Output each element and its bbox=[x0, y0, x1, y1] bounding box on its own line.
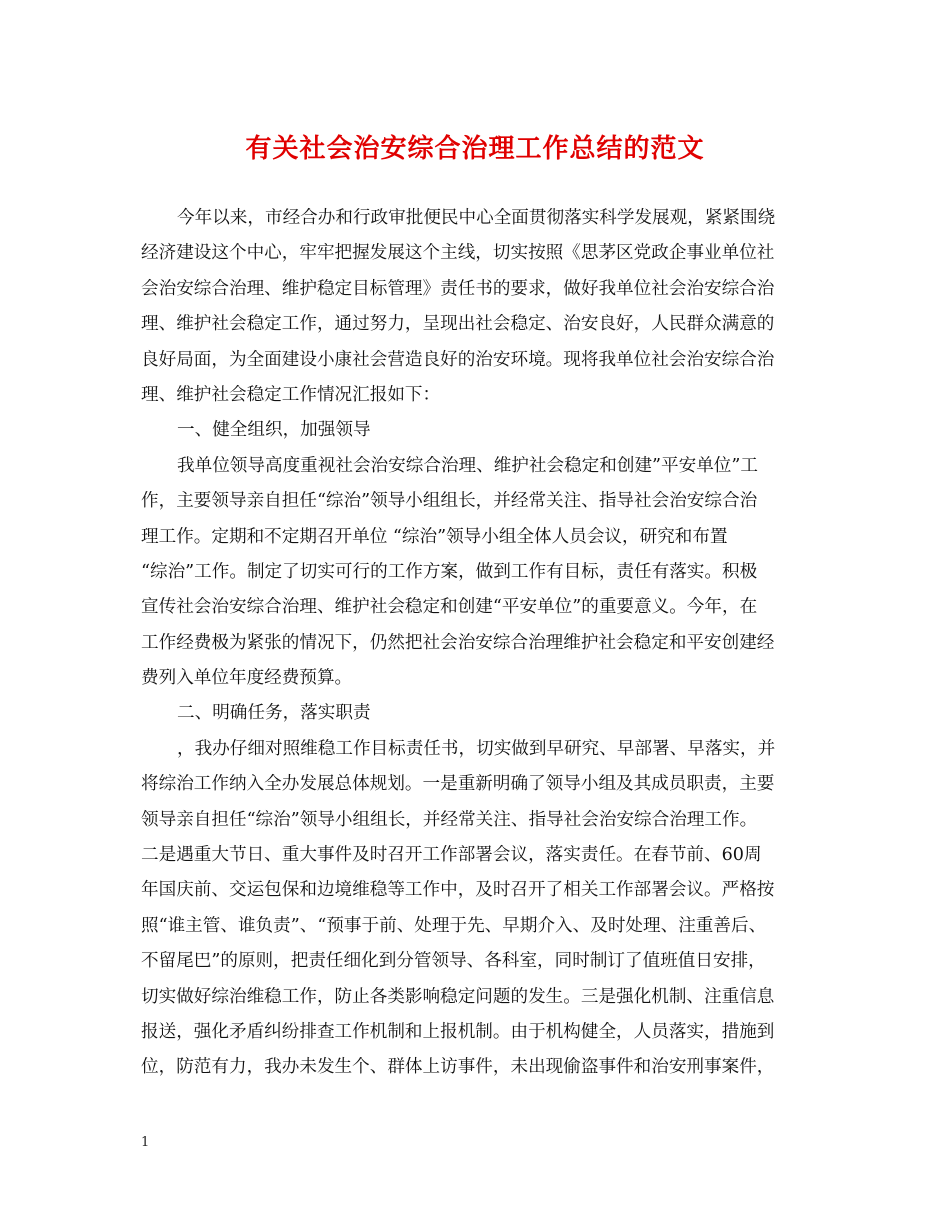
text-line: 理、维护社会稳定工作情况汇报如下： bbox=[141, 384, 441, 405]
text-line: 照“谁主管、谁负责”、“预事于前、处理于先、早期介入、及时处理、注重善后、 bbox=[141, 915, 767, 936]
text-line: 位，防范有力，我办未发生个、群体上访事件，未出现偷盗事件和治安刑事案件， bbox=[141, 1057, 775, 1078]
text-line: 经济建设这个中心，牢牢把握发展这个主线，切实按照《思茅区党政企事业单位社 bbox=[141, 243, 775, 264]
text-line: 费列入单位年度经费预算。 bbox=[141, 668, 353, 689]
text-line: 将综治工作纳入全办发展总体规划。一是重新明确了领导小组及其成员职责，主要 bbox=[141, 774, 775, 795]
text-line: 不留尾巴”的原则，把责任细化到分管领导、各科室，同时制订了值班值日安排， bbox=[141, 951, 766, 972]
text-line: 一、健全组织，加强领导 bbox=[177, 420, 371, 441]
text-line: 宣传社会治安综合治理、维护社会稳定和创建“平安单位”的重要意义。今年，在 bbox=[141, 597, 758, 618]
text-line: 今年以来，市经合办和行政审批便民中心全面贯彻落实科学发展观，紧紧围绕 bbox=[177, 208, 776, 228]
text-line: 年国庆前、交运包保和边境维稳等工作中，及时召开了相关工作部署会议。严格按 bbox=[141, 880, 775, 901]
text-line: 会治安综合治理、维护稳定目标管理》责任书的要求，做好我单位社会治安综合治 bbox=[141, 278, 775, 299]
document-title: 有关社会治安综合治理工作总结的范文 bbox=[245, 134, 705, 164]
text-line: 作，主要领导亲自担任“综治”领导小组组长，并经常关注、指导社会治安综合治 bbox=[141, 491, 758, 512]
text-line: 我单位领导高度重视社会治安综合治理、维护社会稳定和创建”平安单位”工 bbox=[177, 455, 758, 476]
text-line: 报送，强化矛盾纠纷排查工作机制和上报机制。由于机构健全，人员落实，措施到 bbox=[141, 1021, 775, 1042]
text-line: 理、维护社会稳定工作，通过努力，呈现出社会稳定、治安良好，人民群众满意的 bbox=[141, 314, 775, 335]
text-line: 领导亲自担任“综治”领导小组组长，并经常关注、指导社会治安综合治理工作。 bbox=[141, 809, 758, 830]
text-line: 二是遇重大节日、重大事件及时召开工作部署会议，落实责任。在春节前、60周 bbox=[141, 845, 762, 866]
text-line: 理工作。定期和不定期召开单位 “综治”领导小组全体人员会议，研究和布置 bbox=[141, 526, 728, 547]
document-body bbox=[141, 201, 816, 1086]
text-line: ，我办仔细对照维稳工作目标责任书，切实做到早研究、早部署、早落实，并 bbox=[177, 738, 776, 759]
text-line: 二、明确任务，落实职责 bbox=[177, 703, 371, 724]
text-line: 工作经费极为紧张的情况下，仍然把社会治安综合治理维护社会稳定和平安创建经 bbox=[141, 632, 775, 653]
text-line: 切实做好综治维稳工作，防止各类影响稳定问题的发生。三是强化机制、注重信息 bbox=[141, 986, 775, 1007]
text-line: 良好局面，为全面建设小康社会营造良好的治安环境。现将我单位社会治安综合治 bbox=[141, 349, 775, 370]
page-number: 1 bbox=[141, 1135, 150, 1150]
text-line: “综治”工作。制定了切实可行的工作方案，做到工作有目标，责任有落实。积极 bbox=[141, 561, 758, 582]
